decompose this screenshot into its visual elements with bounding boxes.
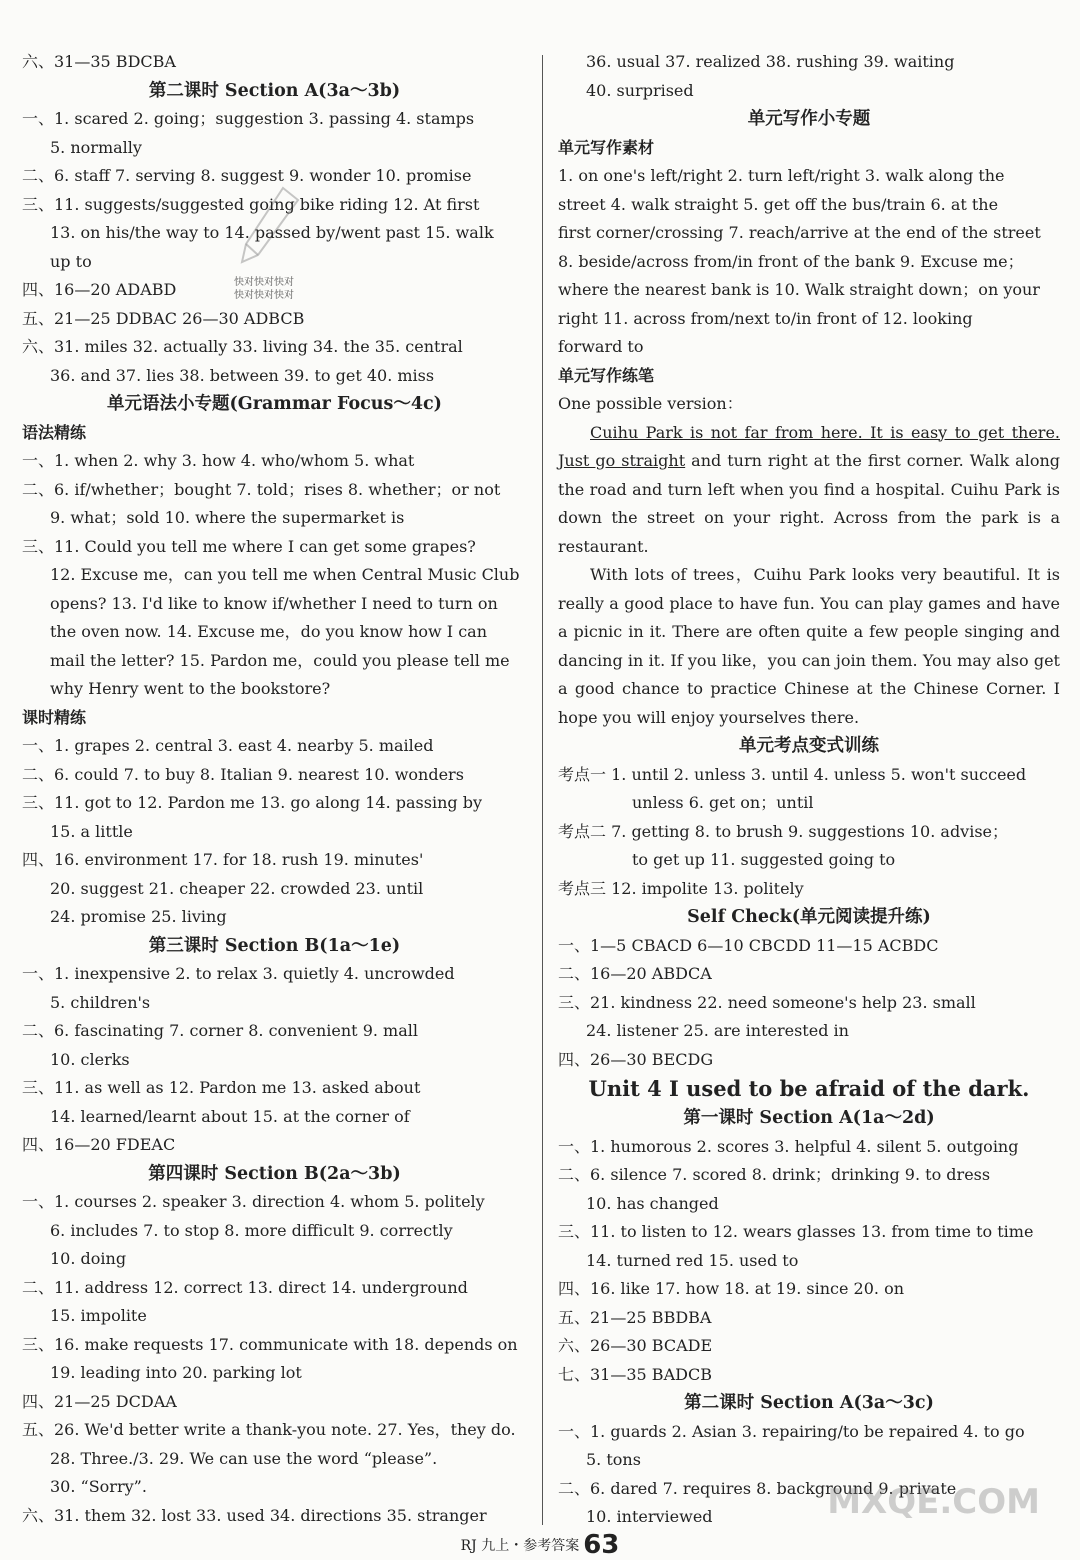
answer-line: 二、6. could 7. to buy 8. Italian 9. nearest 10. wonders — [22, 764, 464, 784]
answer-line: 5. tons — [586, 1450, 641, 1469]
answer-line: 一、1. when 2. why 3. how 4. who/whom 5. what — [22, 451, 415, 470]
answer-line: to get up 11. suggested going to — [632, 850, 896, 869]
answer-line: 三、16. make requests 17. communicate with 18. depends on — [22, 1334, 518, 1354]
answer-line: 5. children's — [50, 992, 151, 1012]
answer-line: opens? 13. I'd like to know if/whether I need to turn on — [50, 593, 498, 613]
sample-essay — [558, 419, 1060, 733]
answer-line: 5. normally — [50, 137, 142, 157]
answer-line: 六、26—30 BCADE — [558, 1336, 713, 1355]
answer-line: 三、11. as well as 12. Pardon me 13. asked about — [22, 1078, 421, 1097]
answer-line: 19. leading into 20. parking lot — [50, 1363, 302, 1382]
answer-line: 考点一 1. until 2. unless 3. until 4. unless 5. won't succeed — [558, 764, 1027, 784]
answer-line: street 4. walk straight 5. get off the bus/train 6. at the — [558, 194, 999, 214]
section-title: 单元考点变式训练 — [739, 736, 879, 756]
answer-line: 考点二 7. getting 8. to brush 9. suggestions 10. advise； — [558, 821, 1009, 841]
writing-materials-section — [558, 48, 1060, 419]
answer-line: 6. includes 7. to stop 8. more difficult 9. correctly — [50, 1220, 453, 1240]
answer-line: 考点三 12. impolite 13. politely — [558, 878, 804, 898]
answer-line: 9. what；sold 10. where the supermarket is — [50, 508, 405, 527]
subsection-title: 课时精练 — [22, 707, 87, 727]
essay-paragraph: With lots of trees，Cuihu Park looks very beautiful. It is really a good place to have fun. You can play games and have a picnic in it. There are often quite a few people singing and dancing in it. If you like，you can join them. You may also get a good chance to practice Chinese at the Chinese Corner. I hope you will enjoy yourselves there. — [558, 565, 1060, 727]
unit-answers-section — [558, 732, 1060, 1532]
answer-line: 10. clerks — [50, 1049, 130, 1069]
answer-line: 28. Three./3. 29. We can use the word “please”. — [50, 1448, 438, 1468]
answer-line: One possible version： — [558, 394, 743, 413]
answer-line: 三、11. Could you tell me where I can get some grapes? — [22, 536, 476, 556]
answer-line: 二、6. silence 7. scored 8. drink；drinking 9. to dress — [558, 1165, 991, 1184]
stamp-line: 快对快对快对 — [234, 277, 294, 288]
essay-underlined-text: Just go straight — [558, 451, 686, 470]
subsection-title: 单元写作素材 — [558, 137, 655, 157]
answer-line: 三、11. got to 12. Pardon me 13. go along 14. passing by — [22, 793, 483, 812]
column-divider — [542, 55, 543, 1525]
site-watermark: MXQE.COM — [827, 1482, 1040, 1522]
answer-line: 一、1. grapes 2. central 3. east 4. nearby 5. mailed — [22, 736, 434, 755]
answer-line: 13. on his/the way to 14. passed by/went past 15. walk — [50, 223, 494, 242]
answer-line: why Henry went to the bookstore? — [50, 679, 331, 698]
page-footer — [0, 1530, 1080, 1560]
left-column — [22, 48, 527, 1530]
answer-line: 14. turned red 15. used to — [586, 1250, 799, 1270]
answer-line: 1. on one's left/right 2. turn left/right 3. walk along the — [558, 166, 1005, 185]
answer-line: right 11. across from/next to/in front of 12. looking — [558, 308, 973, 328]
answer-line: 四、21—25 DCDAA — [22, 1391, 177, 1411]
section-title: 单元语法小专题(Grammar Focus～4c) — [107, 394, 442, 414]
answer-line: forward to — [558, 337, 644, 356]
answer-line: 一、1. inexpensive 2. to relax 3. quietly 4. uncrowded — [22, 964, 455, 983]
answer-line: 24. listener 25. are interested in — [586, 1021, 849, 1040]
answer-line: 14. learned/learnt about 15. at the corner of — [50, 1106, 410, 1126]
answer-line: where the nearest bank is 10. Walk straight down；on your — [558, 280, 1040, 299]
answer-line: 三、21. kindness 22. need someone's help 23. small — [558, 992, 976, 1012]
answer-line: 一、1. guards 2. Asian 3. repairing/to be repaired 4. to go — [558, 1421, 1025, 1441]
answer-line: 二、11. address 12. correct 13. direct 14. underground — [22, 1277, 468, 1297]
answer-line: 一、1. humorous 2. scores 3. helpful 4. silent 5. outgoing — [558, 1136, 1019, 1156]
answer-line: 五、26. We'd better write a thank-you note. 27. Yes，they do. — [22, 1420, 516, 1439]
answer-line: 40. surprised — [586, 80, 694, 100]
answer-line: 36. usual 37. realized 38. rushing 39. waiting — [586, 52, 955, 71]
answer-line: 一、1—5 CBACD 6—10 CBCDD 11—15 ACBDC — [558, 935, 939, 955]
answer-line: 三、11. suggests/suggested going bike riding 12. At first — [22, 194, 480, 214]
answer-line: 20. suggest 21. cheaper 22. crowded 23. until — [50, 878, 424, 898]
answer-line: 三、11. to listen to 12. wears glasses 13. from time to time — [558, 1222, 1034, 1241]
page-number: 63 — [583, 1530, 620, 1560]
answer-line: 六、31. them 32. lost 33. used 34. directions 35. stranger — [22, 1505, 487, 1525]
section-title: Self Check(单元阅读提升练) — [687, 907, 931, 927]
section-title: 第三课时 Section B(1a～1e) — [148, 935, 401, 956]
answer-line: 30. “Sorry”. — [50, 1477, 147, 1496]
section-title: 第二课时 Section A(3a～3c) — [684, 1393, 934, 1413]
answer-line: 六、31. miles 32. actually 33. living 34. the 35. central — [22, 337, 463, 356]
section-title: 第二课时 Section A(3a～3b) — [148, 80, 401, 101]
essay-text: and turn right at the first corner. Walk along the road and turn left when you find a hospital. Cuihu Park is down the street on your right. Across from the park is a restaurant. — [558, 451, 1061, 556]
answer-line: 七、31—35 BADCB — [558, 1364, 712, 1384]
essay-underlined-text: Cuihu Park is not far from here. It is easy to get there. — [590, 422, 1060, 442]
answer-line: 10. doing — [50, 1249, 127, 1268]
answer-line: 四、16. environment 17. for 18. rush 19. minutes' — [22, 850, 424, 869]
answer-line: mail the letter? 15. Pardon me，could you please tell me — [50, 650, 510, 670]
answer-line: 四、26—30 BECDG — [558, 1049, 714, 1069]
unit-title: Unit 4 I used to be afraid of the dark. — [588, 1076, 1030, 1101]
subsection-title: 语法精练 — [22, 422, 87, 442]
right-column — [558, 48, 1060, 1532]
answer-line: 六、31—35 BDCBA — [22, 52, 176, 71]
answer-line: up to — [50, 251, 92, 271]
answer-line: 二、6. fascinating 7. corner 8. convenient 9. mall — [22, 1021, 418, 1040]
answer-line: 12. Excuse me，can you tell me when Central Music Club — [50, 565, 520, 584]
answer-line: 一、1. courses 2. speaker 3. direction 4. whom 5. politely — [22, 1192, 485, 1211]
answer-line: 二、6. if/whether；bought 7. told；rises 8. whether；or not — [22, 479, 501, 499]
answer-line: 二、6. staff 7. serving 8. suggest 9. wonder 10. promise — [22, 166, 472, 185]
answer-line: 五、21—25 DDBAC 26—30 ADBCB — [22, 308, 305, 328]
answer-line: 24. promise 25. living — [50, 907, 227, 926]
answer-line: 四、16. like 17. how 18. at 19. since 20. on — [558, 1279, 905, 1298]
answer-line: 10. has changed — [586, 1193, 719, 1213]
answer-line: 四、16—20 FDEAC — [22, 1135, 176, 1154]
answer-line: 36. and 37. lies 38. between 39. to get 40. miss — [50, 365, 435, 385]
answer-line: the oven now. 14. Excuse me，do you know how I can — [50, 622, 488, 641]
answer-line: first corner/crossing 7. reach/arrive at the end of the street — [558, 223, 1041, 242]
answer-line: 8. beside/across from/in front of the bank 9. Excuse me； — [558, 251, 1024, 271]
answer-line: 15. a little — [50, 821, 133, 841]
section-title: 第四课时 Section B(2a～3b) — [148, 1163, 401, 1184]
stamp-line: 快对快对快对 — [234, 290, 294, 301]
answer-line: 五、21—25 BBDBA — [558, 1307, 712, 1327]
answer-line: 四、16—20 ADABD — [22, 280, 177, 299]
answer-line: 15. impolite — [50, 1306, 147, 1325]
essay-paragraph — [558, 419, 1060, 562]
section-title: 第一课时 Section A(1a～2d) — [683, 1108, 935, 1128]
answer-line: unless 6. get on；until — [632, 793, 814, 812]
answer-line: 一、1. scared 2. going；suggestion 3. passing 4. stamps — [22, 109, 475, 128]
answer-line: 二、16—20 ABDCA — [558, 964, 712, 983]
subsection-title: 单元写作练笔 — [558, 365, 655, 385]
footer-label: RJ 九上・参考答案 — [460, 1538, 580, 1554]
section-title: 单元写作小专题 — [747, 109, 871, 129]
answer-line: 二、6. dared 7. requires 8. background 9. private — [558, 1478, 957, 1498]
answer-line: 10. interviewed — [586, 1507, 713, 1526]
